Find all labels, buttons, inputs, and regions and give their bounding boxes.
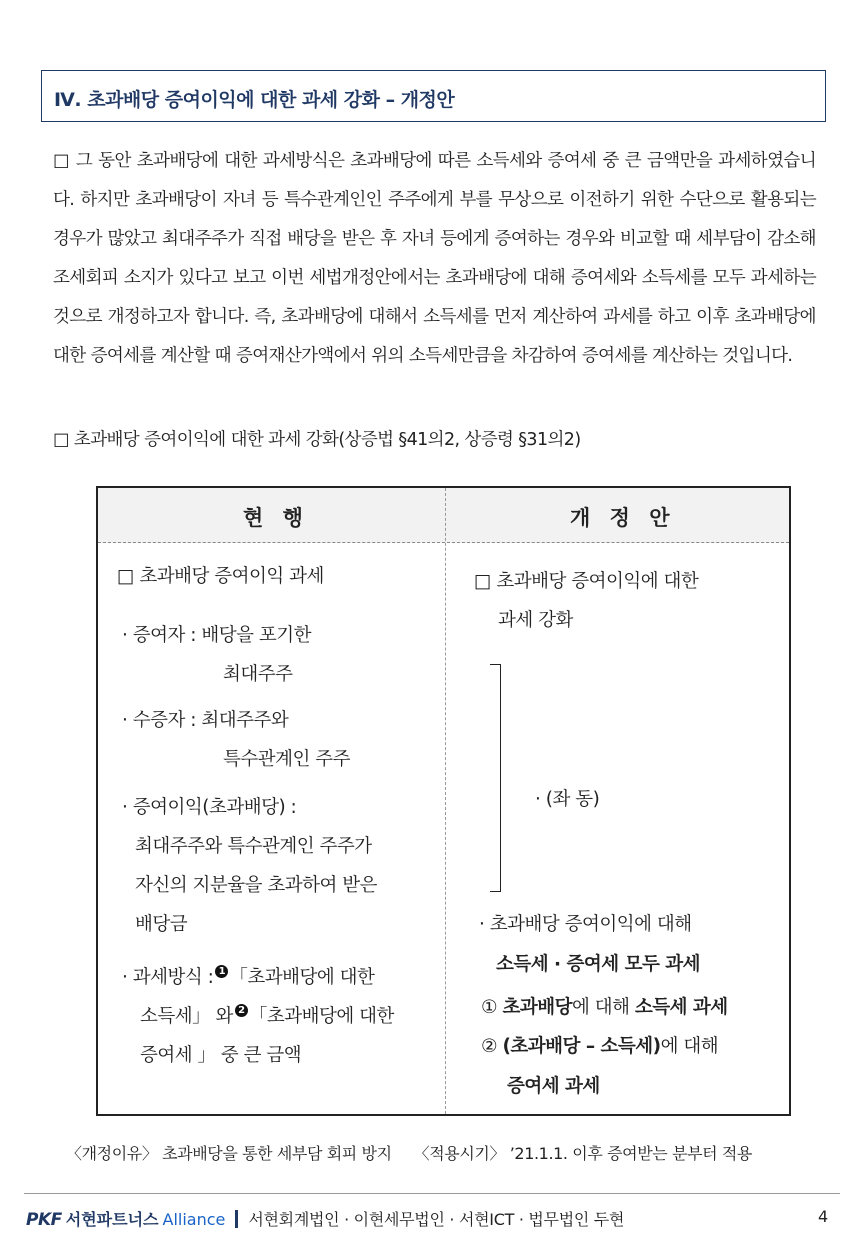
number-badge-1: 1 <box>215 965 228 978</box>
number-badge-2: 2 <box>235 1004 248 1017</box>
footnote-timing: 〈적용시기〉 ’21.1.1. 이후 증여받는 분부터 적용 <box>413 1144 752 1163</box>
pkf-logo: PKF <box>26 1210 62 1230</box>
item2-suffix: 에 대해 <box>660 1036 719 1057</box>
sub-heading: □ 초과배당 증여이익에 대한 과세 강화(상증법 §41의2, 상증령 §31의2) <box>53 430 581 450</box>
bracket-line <box>490 664 501 892</box>
item1-mid: 에 대해 <box>571 997 635 1018</box>
current-title: □ 초과배당 증여이익 과세 <box>117 566 324 587</box>
current-method-part3: 「초과배당에 대한 <box>248 1006 394 1027</box>
current-profit-line3: 배당금 <box>135 914 188 935</box>
current-method-part2: 소득세」 와 <box>140 1006 233 1027</box>
current-method-line1 <box>122 963 374 989</box>
current-method-part4: 증여세 」 중 큰 금액 <box>140 1045 302 1066</box>
section-header <box>41 70 826 122</box>
table-header-row <box>98 488 789 543</box>
footnote-reason: 〈개정이유〉 초과배당을 통한 세부담 회피 방지 <box>66 1144 392 1163</box>
member-firms: 서현회계법인 · 이현세무법인 · 서현ICT · 법무법인 두현 <box>248 1210 625 1229</box>
item2-bold: (초과배당 – 소득세) <box>502 1036 661 1057</box>
current-profit-line2: 자신의 지분율을 초과하여 받은 <box>135 875 377 896</box>
item1-bold-b: 소득세 과세 <box>634 997 728 1018</box>
proposed-same-as-left: · (좌 동) <box>535 789 600 810</box>
item1-prefix: ① <box>481 997 503 1018</box>
current-profit-line1: 최대주주와 특수관계인 주주가 <box>135 836 372 857</box>
brand-name: 서현파트너스 <box>65 1210 159 1229</box>
current-donor-cont: 최대주주 <box>223 664 293 685</box>
intro-paragraph: □ 그 동안 초과배당에 대한 과세방식은 초과배당에 따른 소득세와 증여세 중 큰 금액만을 과세하였습니다. 하지만 초과배당이 자녀 등 특수관계인인 주주에게 부를 무상으로 이전하기 위한 수단으로 활용되는 경우가 많았고 최대주주가 직접 배당을 받은 후 자녀 등에게 증여하는 경우와 비교할 때 세부담이 감소해 조세회피 소지가 있다고 보고 이번 세법개정안에서는 초과배당에 대해 증여세와 소득세를 모두 과세하는 것으로 개정하고자 합니다. 즉, 초과배당에 대해서 소득세를 먼저 계산하여 과세를 하고 이후 초과배당에 대한 증여세를 계산할 때 증여재산가액에서 위의 소득세만큼을 차감하여 증여세를 계산하는 것입니다. <box>53 151 816 366</box>
proposed-rule-line2: 소득세 · 증여세 모두 과세 <box>496 954 701 975</box>
alliance-label: Alliance <box>162 1210 226 1229</box>
proposed-item2 <box>481 1032 718 1058</box>
current-profit-label: · 증여이익(초과배당) : <box>122 797 297 818</box>
item1-bold-a: 초과배당 <box>502 997 572 1018</box>
page-number: 4 <box>818 1207 829 1226</box>
footer-separator <box>235 1210 238 1228</box>
header-proposed: 개 정 안 <box>570 506 676 530</box>
proposed-item2-line2: 증여세 과세 <box>507 1076 600 1097</box>
item2-prefix: ② <box>481 1036 503 1057</box>
proposed-title-line1: □ 초과배당 증여이익에 대한 <box>474 571 699 592</box>
current-donee-label: · 수증자 : 최대주주와 <box>122 710 289 731</box>
current-method-label: · 과세방식 : <box>122 967 214 988</box>
current-method-line2 <box>140 1002 394 1028</box>
current-donor-label: · 증여자 : 배당을 포기한 <box>122 625 311 646</box>
comparison-table <box>96 486 791 1116</box>
proposed-rule-line1: · 초과배당 증여이익에 대해 <box>479 914 692 935</box>
footer-brand <box>26 1207 624 1230</box>
section-title: Ⅳ. 초과배당 증여이익에 대한 과세 강화 – 개정안 <box>54 89 455 111</box>
footnote <box>66 1141 752 1164</box>
header-current: 현 행 <box>243 506 309 530</box>
column-divider <box>445 488 446 1114</box>
current-method-part1: 「초과배당에 대한 <box>229 967 375 988</box>
proposed-title-line2: 과세 강화 <box>498 610 573 631</box>
proposed-item1 <box>481 993 728 1019</box>
current-donee-cont: 특수관계인 주주 <box>223 749 350 770</box>
footer-divider <box>24 1193 840 1194</box>
